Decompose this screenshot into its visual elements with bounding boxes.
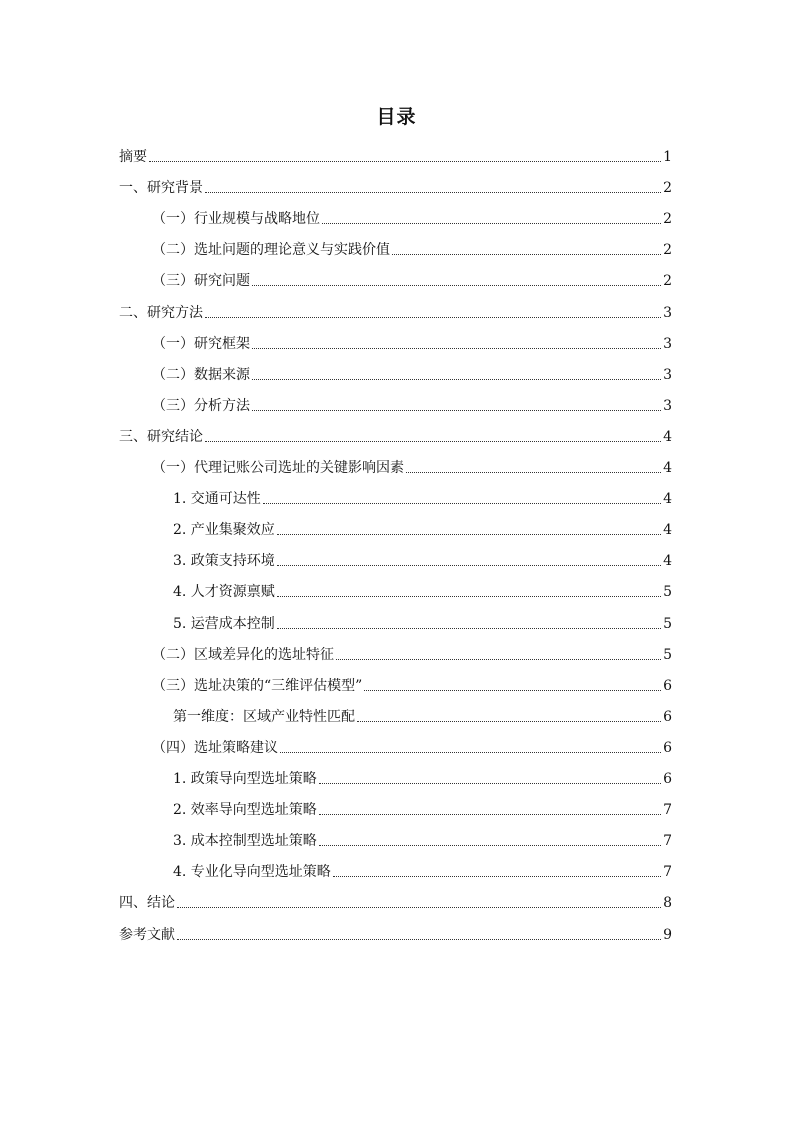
toc-dot-leader [336,659,661,660]
toc-entry-label: 参考文献 [119,927,175,943]
toc-entry-page-number: 4 [663,491,672,507]
toc-entry [173,824,672,852]
toc-entry [173,762,672,790]
toc-dot-leader [252,379,661,380]
toc-entry-label: 二、研究方法 [119,305,203,321]
toc-entry [173,607,672,635]
toc-entry-label: 三、研究结论 [119,429,203,445]
toc-dot-leader [177,939,661,940]
toc-entry-label: （三）研究问题 [152,273,250,289]
toc-dot-leader [319,814,661,815]
toc-entry [119,140,672,168]
toc-entry [152,638,672,666]
toc-dot-leader [277,565,661,566]
toc-entry [119,171,672,199]
toc-entry [152,264,672,292]
toc-entry [173,575,672,603]
toc-dot-leader [277,534,661,535]
toc-entry-label: 2. 效率导向型选址策略 [173,802,317,818]
toc-entry [173,544,672,572]
toc-entry [173,793,672,821]
toc-dot-leader [406,472,661,473]
toc-dot-leader [252,348,661,349]
toc-entry-page-number: 6 [663,709,672,725]
toc-entry-page-number: 2 [663,273,672,289]
toc-dot-leader [177,907,661,908]
toc-entry-page-number: 2 [663,242,672,258]
toc-entry-page-number: 3 [663,305,672,321]
toc-entry-label: 2. 产业集聚效应 [173,522,275,538]
toc-entry-label: （一）行业规模与战略地位 [152,211,320,227]
toc-entry-page-number: 4 [663,553,672,569]
toc-entry [152,358,672,386]
toc-entry-label: 四、结论 [119,895,175,911]
toc-entry-label: 3. 政策支持环境 [173,553,275,569]
toc-entry-page-number: 2 [663,211,672,227]
toc-dot-leader [205,192,661,193]
toc-entry-label: 第一维度：区域产业特性匹配 [173,709,355,725]
toc-dot-leader [357,721,661,722]
toc-entry-page-number: 8 [663,895,672,911]
toc-entry [173,855,672,883]
toc-entry-label: （一）研究框架 [152,336,250,352]
toc-entry [152,202,672,230]
toc-entry-page-number: 7 [663,864,672,880]
toc-dot-leader [263,503,661,504]
toc-entry-label: （三）选址决策的“三维评估模型” [152,678,363,694]
toc-entry-page-number: 1 [663,149,672,165]
toc-entry-label: 4. 人才资源禀赋 [173,584,275,600]
toc-entry-page-number: 7 [663,833,672,849]
toc-dot-leader [205,317,661,318]
toc-dot-leader [319,783,661,784]
toc-entry-page-number: 4 [663,460,672,476]
toc-entry-page-number: 6 [663,740,672,756]
toc-entry-label: 1. 政策导向型选址策略 [173,771,317,787]
toc-entry-page-number: 4 [663,522,672,538]
toc-entry [152,327,672,355]
toc-entry-label: 一、研究背景 [119,180,203,196]
toc-dot-leader [333,876,661,877]
toc-entry-label: （一）代理记账公司选址的关键影响因素 [152,460,404,476]
toc-entry-label: （二）选址问题的理论意义与实践价值 [152,242,390,258]
toc-entry-label: （二）区域差异化的选址特征 [152,647,334,663]
toc-entry [152,731,672,759]
toc-dot-leader [392,254,661,255]
toc-entry [119,886,672,914]
toc-entry-label: （二）数据来源 [152,367,250,383]
toc-entry-page-number: 5 [663,616,672,632]
toc-entry-page-number: 7 [663,802,672,818]
toc-entry [173,482,672,510]
toc-entry [152,669,672,697]
toc-entry-page-number: 6 [663,771,672,787]
toc-entry-page-number: 3 [663,398,672,414]
toc-entry-page-number: 6 [663,678,672,694]
toc-dot-leader [149,161,661,162]
toc-entry-page-number: 3 [663,367,672,383]
toc-title: 目录 [376,106,417,128]
toc-dot-leader [252,410,661,411]
toc-dot-leader [252,285,661,286]
toc-dot-leader [364,690,661,691]
toc-dot-leader [322,223,661,224]
toc-entry [173,513,672,541]
toc-entry-label: 3. 成本控制型选址策略 [173,833,317,849]
toc-dot-leader [205,441,661,442]
toc-entry [119,918,672,946]
toc-entry-label: 摘要 [119,149,147,165]
toc-entry-page-number: 9 [663,927,672,943]
toc-dot-leader [280,752,661,753]
toc-dot-leader [319,845,661,846]
toc-dot-leader [277,628,661,629]
toc-entry [152,389,672,417]
toc-entry [152,233,672,261]
toc-entry-page-number: 5 [663,647,672,663]
toc-entry [119,420,672,448]
toc-entry-page-number: 3 [663,336,672,352]
toc-entry-label: 1. 交通可达性 [173,491,261,507]
toc-entry-page-number: 2 [663,180,672,196]
toc-entry-label: 5. 运营成本控制 [173,616,275,632]
toc-entry-label: （四）选址策略建议 [152,740,278,756]
toc-dot-leader [277,596,661,597]
toc-entry-label: 4. 专业化导向型选址策略 [173,864,331,880]
toc-entry [173,700,672,728]
toc-entry-page-number: 5 [663,584,672,600]
toc-entry-page-number: 4 [663,429,672,445]
toc-entry [152,451,672,479]
toc-entry [119,296,672,324]
toc-entry-label: （三）分析方法 [152,398,250,414]
